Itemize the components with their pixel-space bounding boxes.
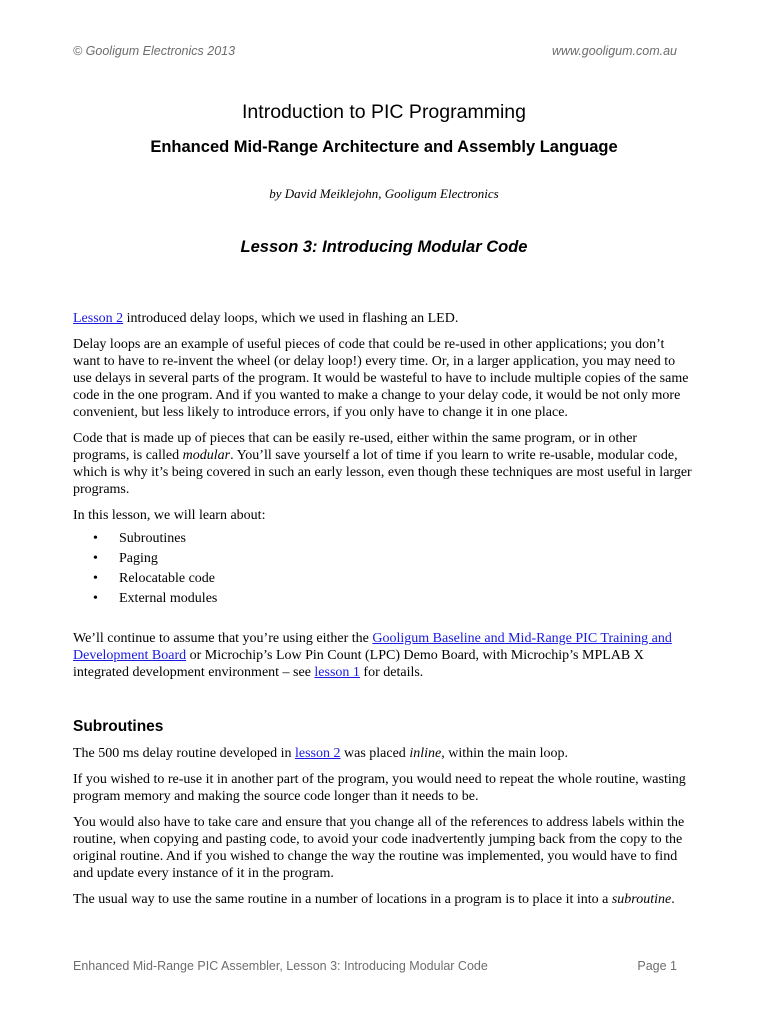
document-subtitle: Enhanced Mid-Range Architecture and Assembly Language (150, 138, 618, 156)
lesson-topics-intro: In this lesson, we will learn about: (73, 508, 266, 523)
footer-document-title: Enhanced Mid-Range PIC Assembler, Lesson 3: Introducing Modular Code (73, 959, 488, 973)
list-item: • Relocatable code (119, 567, 695, 590)
lesson-2-link-secondary[interactable]: lesson 2 (295, 746, 341, 761)
topics-list (73, 527, 695, 610)
inline-term: inline (409, 746, 442, 761)
header-copyright: © Gooligum Electronics 2013 (73, 44, 236, 58)
modular-text-b: . You’ll save yourself a lot of time if you learn to write re-usable, modular code, which is why it’s being covered in such an early lesson, even though these techniques are most useful in larger programs. (73, 448, 692, 497)
modular-term: modular (182, 448, 231, 463)
intro-paragraph (73, 310, 695, 327)
delay-loops-paragraph: Delay loops are an example of useful pieces of code that could be re-used in other applications; you don’t want to have to re-invent the wheel (or delay loop!) every time. Or, in a larger application, you may need to use delays in several parts of the program. It would be wasteful to have to include multiple copies of the same code in the one program. And if you wanted to make a change to your delay code, it would be not only more convenient, but less likely to introduce errors, if you only have to change it in one place. (73, 337, 689, 420)
requirements-paragraph: We’ll continue to assume that you’re using either the Gooligum Baseline and Mid-Range PIC Training and Development Board or Microchip’s Low Pin Count (LPC) Demo Board, with Microchip’s MPLAB X integrated development environment – see lesson 1 for details. (73, 631, 672, 680)
footer-page-number: Page 1 (637, 959, 677, 973)
modular-paragraph (73, 430, 695, 498)
lesson-1-link[interactable]: lesson 1 (314, 665, 360, 680)
bullet-icon: • (93, 571, 98, 586)
bullet-icon: • (93, 531, 98, 546)
bullet-icon: • (93, 591, 98, 606)
subroutines-paragraph-4: The usual way to use the same routine in a number of locations in a program is to place it into a subroutine. (73, 892, 675, 907)
document-title: Introduction to PIC Programming (242, 101, 526, 123)
subroutines-paragraph-2: If you wished to re-use it in another part of the program, you would need to repeat the whole routine, wasting program memory and making the source code longer than it needs to be. (73, 772, 686, 804)
header-website: www.gooligum.com.au (551, 44, 677, 58)
bullet-icon: • (93, 551, 98, 566)
list-item: • External modules (119, 587, 695, 610)
lesson-title: Lesson 3: Introducing Modular Code (240, 238, 528, 256)
subroutines-paragraph-1: The 500 ms delay routine developed in lesson 2 was placed inline, within the main loop. (73, 746, 568, 761)
subroutines-paragraph-3: You would also have to take care and ensure that you change all of the references to address labels within the routine, when copying and pasting code, to avoid your code inadvertently jumping back from the copy to the original routine. And if you wished to change the way the routine was implemented, you would have to find and update every instance of it in the program. (73, 815, 685, 881)
main-content (73, 310, 695, 917)
modular-text-a: Code that is made up of pieces that can be easily re-used, either within the same program, or in other programs, is called (73, 431, 638, 463)
intro-text: introduced delay loops, which we used in flashing an LED. (123, 311, 459, 326)
author-line: by David Meiklejohn, Gooligum Electronics (269, 186, 499, 201)
section-heading-subroutines: Subroutines (73, 718, 164, 735)
subroutine-term: subroutine (611, 892, 672, 907)
list-item: • Paging (119, 547, 695, 570)
training-board-link[interactable]: Gooligum Baseline and Mid-Range PIC Training and Development Board (73, 631, 672, 663)
list-item: • Subroutines (119, 527, 695, 550)
lesson-2-link[interactable]: Lesson 2 (73, 311, 124, 326)
